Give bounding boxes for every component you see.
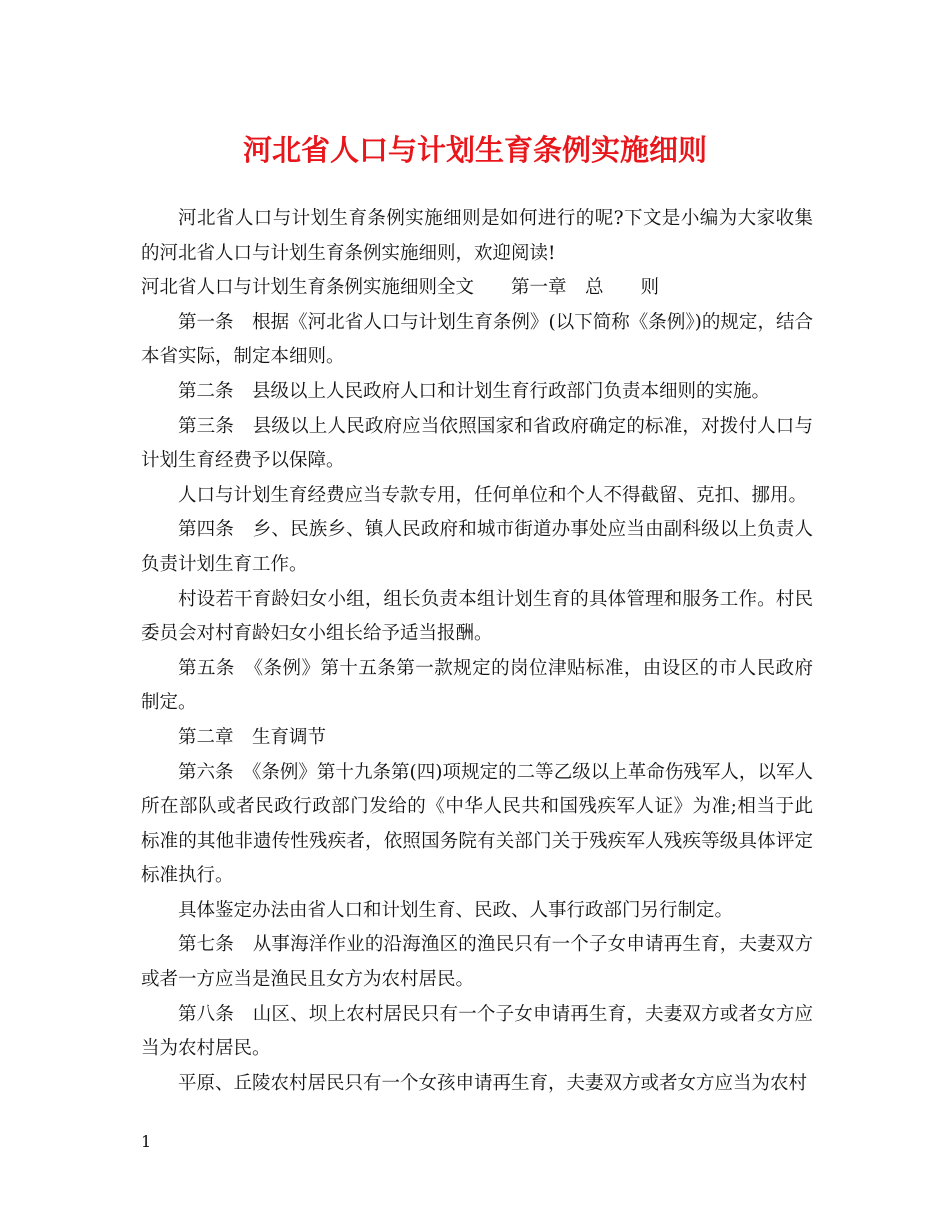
paragraph: 第三条 县级以上人民政府应当依照国家和省政府确定的标准，对拨付人口与计划生育经费予以保障。: [141, 415, 813, 472]
paragraph: 第八条 山区、坝上农村居民只有一个子女申请再生育，夫妻双方或者女方应当为农村居民。: [141, 1003, 813, 1060]
paragraph: 平原、丘陵农村居民只有一个女孩申请再生育，夫妻双方或者女方应当为农村: [178, 1072, 808, 1094]
paragraph: 第一条 根据《河北省人口与计划生育条例》(以下简称《条例》)的规定，结合本省实际，制定本细则。: [141, 311, 813, 368]
paragraph: 村设若干育龄妇女小组，组长负责本组计划生育的具体管理和服务工作。村民委员会对村育龄妇女小组长给予适当报酬。: [141, 588, 813, 645]
document-body: [141, 202, 813, 1101]
paragraph: 河北省人口与计划生育条例实施细则全文 第一章 总 则: [141, 277, 660, 299]
page-number: 1: [141, 1132, 152, 1151]
paragraph: 人口与计划生育经费应当专款专用，任何单位和个人不得截留、克扣、挪用。: [178, 484, 808, 506]
paragraph: 第五条 《条例》第十五条第一款规定的岗位津贴标准，由设区的市人民政府制定。: [141, 657, 813, 714]
paragraph: 第二章 生育调节: [178, 726, 327, 748]
paragraph: 第二条 县级以上人民政府人口和计划生育行政部门负责本细则的实施。: [178, 380, 771, 402]
paragraph: 第七条 从事海洋作业的沿海渔区的渔民只有一个子女申请再生育，夫妻双方或者一方应当是渔民且女方为农村居民。: [141, 934, 813, 991]
paragraph: 具体鉴定办法由省人口和计划生育、民政、人事行政部门另行制定。: [178, 899, 734, 921]
paragraph: 第四条 乡、民族乡、镇人民政府和城市街道办事处应当由副科级以上负责人负责计划生育工作。: [141, 519, 813, 575]
paragraph: 第六条 《条例》第十九条第(四)项规定的二等乙级以上革命伤残军人，以军人所在部队或者民政行政部门发给的《中华人民共和国残疾军人证》为准;相当于此标准的其他非遗传性残疾者，依照国务院有关部门关于残疾军人残疾等级具体评定标准执行。: [141, 761, 813, 887]
paragraph: 河北省人口与计划生育条例实施细则是如何进行的呢?下文是小编为大家收集的河北省人口与计划生育条例实施细则，欢迎阅读!: [141, 208, 813, 264]
document-title: 河北省人口与计划生育条例实施细则: [242, 133, 707, 167]
